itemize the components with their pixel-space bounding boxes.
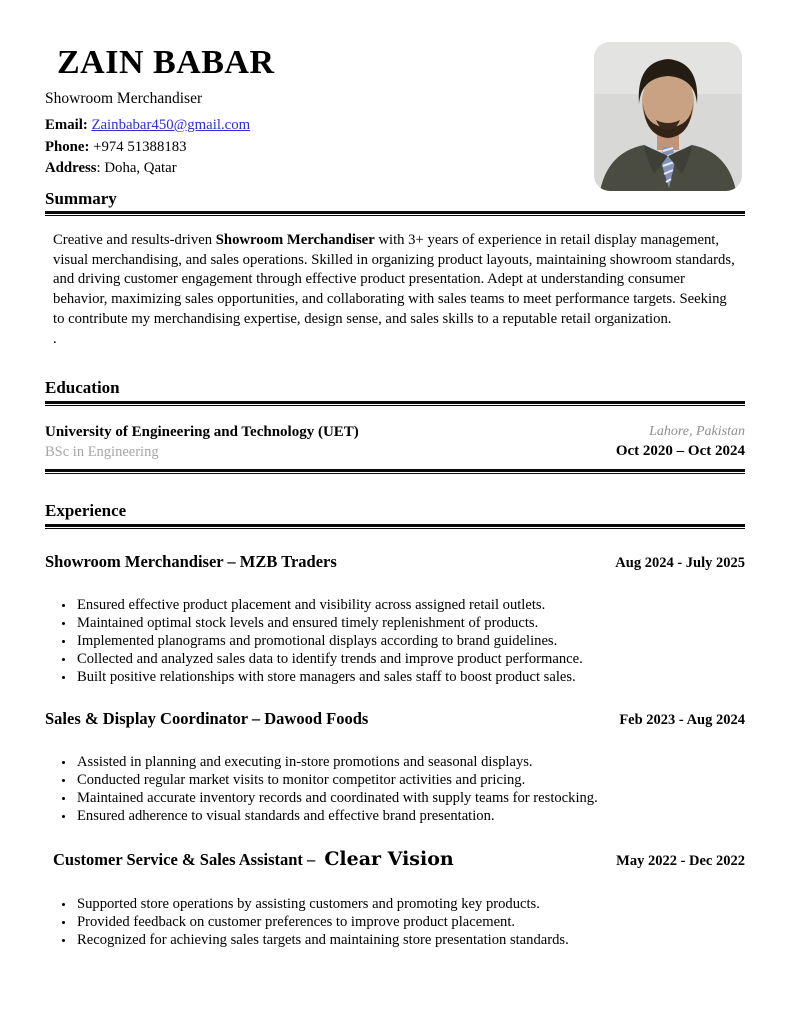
profile-photo xyxy=(594,42,742,191)
summary-heading: Summary xyxy=(45,188,117,208)
section-divider xyxy=(45,469,745,474)
education-dates: Oct 2020 – Oct 2024 xyxy=(615,442,745,459)
summary-text-start: Creative and results-driven xyxy=(53,232,216,249)
job-heading xyxy=(45,709,745,729)
job-dates: May 2022 - Dec 2022 xyxy=(616,852,745,869)
job-title xyxy=(53,848,454,871)
summary-text-rest: with 3+ years of experience in retail display management, visual merchandising, and sales operations. Skilled in organizing product layouts, maintaining showroom standards, and driving customer engagement through effective product presentation. Adept at understanding consumer behavior, maximizing sales opportunities, and collaborating with sales teams to meet performance targets. Seeking to contribute my merchandising expertise, design sense, and sales skills to a reputable retail organization. xyxy=(53,232,735,327)
job-bullet-list xyxy=(45,896,745,949)
job-heading xyxy=(45,848,745,871)
education-section xyxy=(45,378,745,474)
summary-section xyxy=(45,189,745,350)
education-entry xyxy=(45,423,745,462)
summary-trailing-dot: . xyxy=(53,331,57,348)
address-label: Address xyxy=(45,160,97,176)
job-bullet-list xyxy=(45,754,745,825)
summary-highlight: Showroom Merchandiser xyxy=(215,232,375,249)
email-label: Email: xyxy=(45,117,88,133)
bullet-item: • Supported store operations by assisting customers and promoting key products. xyxy=(75,896,745,913)
phone-label: Phone: xyxy=(45,138,90,155)
experience-section xyxy=(45,501,745,948)
section-divider xyxy=(45,401,745,406)
bullet-item: • Recognized for achieving sales targets and maintaining store presentation standards. xyxy=(75,932,745,949)
job-dates: Feb 2023 - Aug 2024 xyxy=(619,711,745,728)
job-bullet-list xyxy=(45,597,745,686)
bullet-item: • Maintained accurate inventory records and coordinated with supply teams for restocking. xyxy=(75,790,745,807)
job-title: Sales & Display Coordinator – Dawood Foods xyxy=(45,708,369,728)
bullet-item: • Provided feedback on customer preferences to improve product placement. xyxy=(75,914,745,931)
bullet-item: • Maintained optimal stock levels and ensured timely replenishment of products. xyxy=(75,615,745,632)
school-location: Lahore, Pakistan xyxy=(649,423,745,439)
bullet-item: • Conducted regular market visits to monitor competitor activities and pricing. xyxy=(75,772,745,789)
job-dates: Aug 2024 - July 2025 xyxy=(615,554,745,571)
school-name: University of Engineering and Technology (UET) xyxy=(45,423,359,440)
education-entry-right xyxy=(616,423,745,462)
job-company-name: Clear Vision xyxy=(324,847,454,870)
bullet-item: • Ensured adherence to visual standards and effective brand presentation. xyxy=(75,808,745,825)
bullet-item: • Assisted in planning and executing in-store promotions and seasonal displays. xyxy=(75,754,745,771)
job-heading xyxy=(45,552,745,572)
person-headline: Showroom Merchandiser xyxy=(45,90,203,107)
email-link[interactable]: Zainbabar450@gmail.com xyxy=(91,117,251,133)
section-divider xyxy=(45,211,745,216)
bullet-item: • Implemented planograms and promotional displays according to brand guidelines. xyxy=(75,633,745,650)
job-title-prefix: Customer Service & Sales Assistant – xyxy=(53,849,316,869)
address-value: Doha, Qatar xyxy=(104,160,177,176)
address-separator: : xyxy=(96,160,101,176)
bullet-item: • Built positive relationships with store managers and sales staff to boost product sales. xyxy=(75,669,745,686)
person-name: ZAIN BABAR xyxy=(57,44,275,81)
portrait-illustration xyxy=(594,42,742,191)
experience-heading: Experience xyxy=(45,501,127,521)
phone-value: +974 51388183 xyxy=(93,138,187,155)
degree-name: BSc in Engineering xyxy=(45,444,159,461)
education-entry-left xyxy=(45,423,359,462)
education-heading: Education xyxy=(45,378,120,398)
bullet-item: • Ensured effective product placement and visibility across assigned retail outlets. xyxy=(75,597,745,614)
section-divider xyxy=(45,524,745,529)
summary-paragraph xyxy=(53,231,739,329)
bullet-item: • Collected and analyzed sales data to identify trends and improve product performance. xyxy=(75,651,745,668)
job-title: Showroom Merchandiser – MZB Traders xyxy=(45,551,337,571)
